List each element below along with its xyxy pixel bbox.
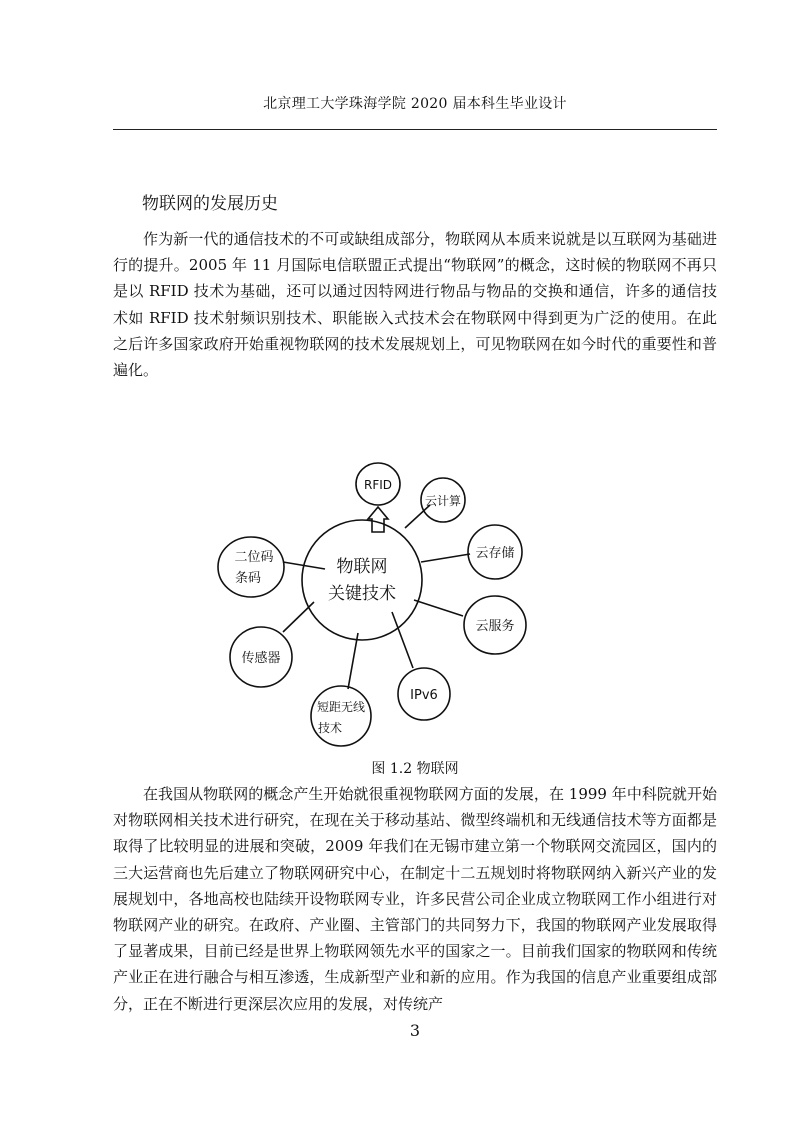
line-sensor <box>283 602 314 632</box>
node-short-range-label-line1: 短距无线 <box>316 700 366 714</box>
page-number: 3 <box>409 1021 421 1040</box>
line-ipv6 <box>392 612 413 668</box>
node-cloud-service-label: 云服务 <box>475 619 515 634</box>
node-barcode-circle <box>218 537 284 597</box>
iot-diagram <box>200 455 540 755</box>
center-circle <box>302 520 422 640</box>
node-cloud-storage-label: 云存储 <box>475 546 515 561</box>
line-cloud-service <box>414 600 463 616</box>
center-label-line1: 物联网 <box>336 557 388 577</box>
node-barcode-label-line1: 二位码 <box>234 550 274 565</box>
node-barcode-label-line2: 条码 <box>234 571 262 586</box>
header-rule <box>113 129 717 130</box>
node-short-range-circle <box>311 686 371 746</box>
node-ipv6-label: IPv6 <box>410 688 438 703</box>
section-title: 物联网的发展历史 <box>142 194 278 214</box>
rfid-arrow <box>368 507 388 532</box>
node-rfid-label: RFID <box>363 478 393 492</box>
node-sensor-label: 传感器 <box>241 651 281 666</box>
line-cloud-compute <box>405 505 430 528</box>
paragraph-history: 作为新一代的通信技术的不可或缺组成部分，物联网从本质来说就是以互联网为基础进行的提升。2005 年 11 月国际电信联盟正式提出“物联网”的概念，这时候的物联网不再只是以 RFID 技术为基础，还可以通过因特网进行物品与物品的交换和通信，许多的通信技术如 RFID 技术射频识别技术、职能嵌入式技术会在物联网中得到更为广泛的使用。在此之后许多国家政府开始重视物联网的技术发展规划上，可见物联网在如今时代的重要性和普遍化。 <box>113 230 717 380</box>
node-cloud-compute-label: 云计算 <box>424 494 462 508</box>
node-short-range-label-line2: 技术 <box>317 721 343 735</box>
center-label-line2: 关键技术 <box>328 584 396 604</box>
paragraph-china-development: 在我国从物联网的概念产生开始就很重视物联网方面的发展，在 1999 年中科院就开始对物联网相关技术进行研究，在现在关于移动基站、微型终端机和无线通信技术等方面都是取得了比较明显的进展和突破，2009 年我们在无锡市建立第一个物联网交流园区，国内的三大运营商也先后建立了物联网研究中心，在制定十二五规划时将物联网纳入新兴产业的发展规划中，各地高校也陆续开设物联网专业，许多民营公司企业成立物联网工作小组进行对物联网产业的研究。在政府、产业圈、主管部门的共同努力下，我国的物联网产业发展取得了显著成果，目前已经是世界上物联网领先水平的国家之一。目前我们国家的物联网和传统产业正在进行融合与相互渗透，生成新型产业和新的应用。作为我国的信息产业重要组成部分，正在不断进行更深层次应用的发展，对传统产 <box>113 785 717 1013</box>
line-cloud-storage <box>421 554 470 562</box>
page-header: 北京理工大学珠海学院 2020 届本科生毕业设计 <box>263 96 567 112</box>
line-short-range <box>348 633 358 689</box>
figure-caption: 图 1.2 物联网 <box>371 761 459 777</box>
